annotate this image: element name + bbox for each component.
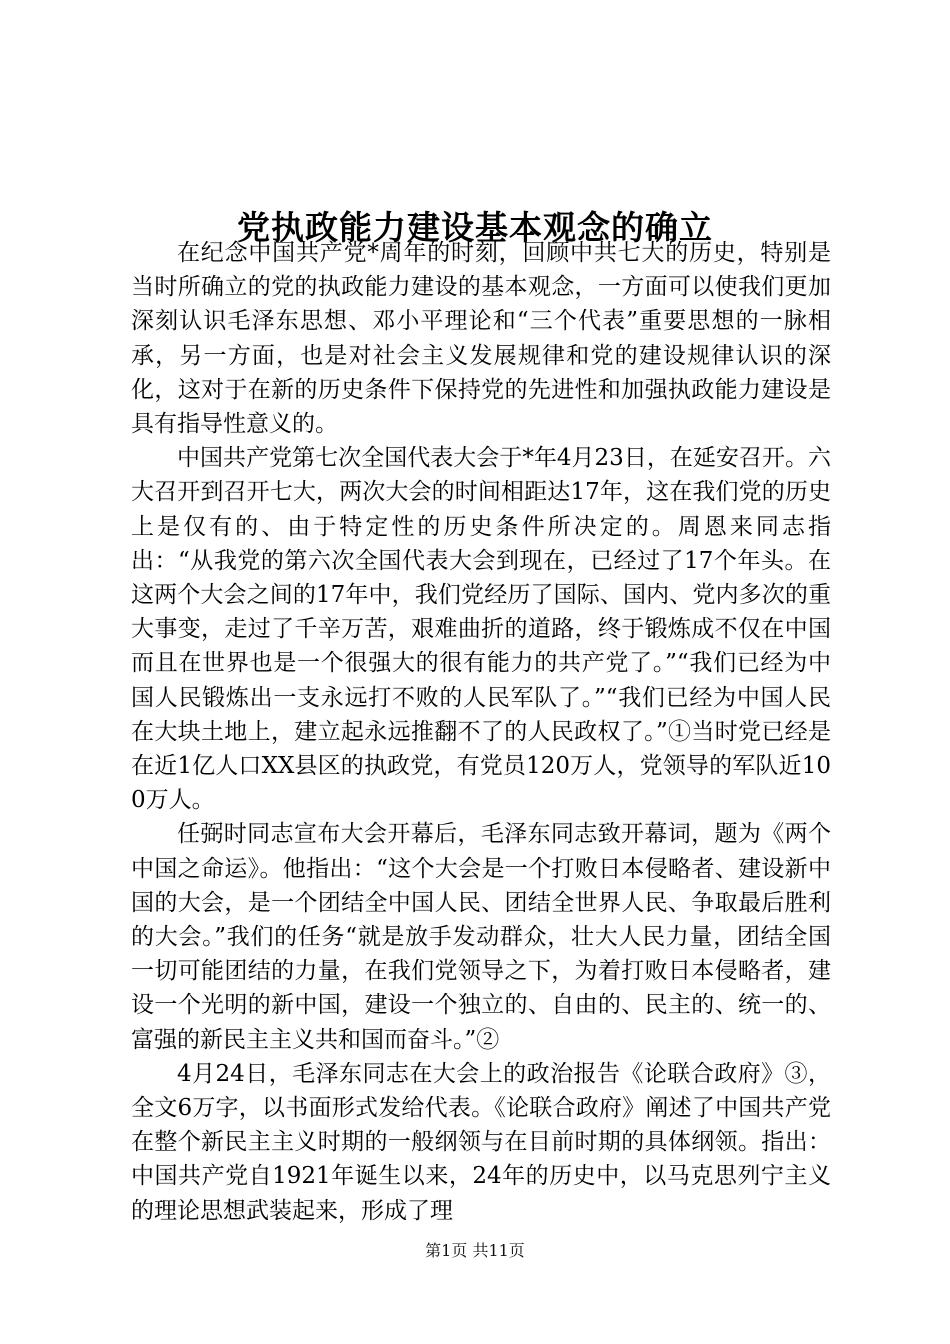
document-title: 党执政能力建设基本观念的确立: [237, 208, 713, 248]
paragraph-4: 4月24日，毛泽东同志在大会上的政治报告《论联合政府》③，全文6万字，以书面形式发给代表。《论联合政府》阐述了中国共产党在整个新民主主义时期的一般纲领与在目前时期的具体纲领。指出：中国共产党自1921年诞生以来，24年的历史中，以马克思列宁主义的理论思想武装起来，形成了理: [131, 1060, 831, 1224]
page-footer: 第1页 共11页: [425, 1241, 525, 1260]
document-body: [131, 236, 831, 1228]
paragraph-1: 在纪念中国共产党*周年的时刻，回顾中共七大的历史，特别是当时所确立的党的执政能力建设的基本观念，一方面可以使我们更加深刻认识毛泽东思想、邓小平理论和“三个代表”重要思想的一脉相承，另一方面，也是对社会主义发展规律和党的建设规律认识的深化，这对于在新的历史条件下保持党的先进性和加强执政能力建设是具有指导性意义的。: [131, 240, 831, 438]
paragraph-2: 中国共产党第七次全国代表大会于*年4月23日，在延安召开。六大召开到召开七大，两次大会的时间相距达17年，这在我们党的历史上是仅有的、由于特定性的历史条件所决定的。周恩来同志指出：“从我党的第六次全国代表大会到现在，已经过了17个年头。在这两个大会之间的17年中，我们党经历了国际、国内、党内多次的重大事变，走过了千辛万苦，艰难曲折的道路，终于锻炼成不仅在中国而且在世界也是一个很强大的很有能力的共产党了。”“我们已经为中国人民锻炼出一支永远打不败的人民军队了。”“我们已经为中国人民在大块土地上，建立起永远推翻不了的人民政权了。”①当时党已经是在近1亿人口XX县区的执政党，有党员120万人，党领导的军队近100万人。: [131, 445, 831, 814]
paragraph-3: 任弼时同志宣布大会开幕后，毛泽东同志致开幕词，题为《两个中国之命运》。他指出：“这个大会是一个打败日本侵略者、建设新中国的大会，是一个团结全中国人民、团结全世界人民、争取最后胜利的大会。”我们的任务“就是放手发动群众，壮大人民力量，团结全国一切可能团结的力量，在我们党领导之下，为着打败日本侵略者，建设一个光明的新中国，建设一个独立的、自由的、民主的、统一的、富强的新民主主义共和国而奋斗。”②: [131, 821, 831, 1053]
